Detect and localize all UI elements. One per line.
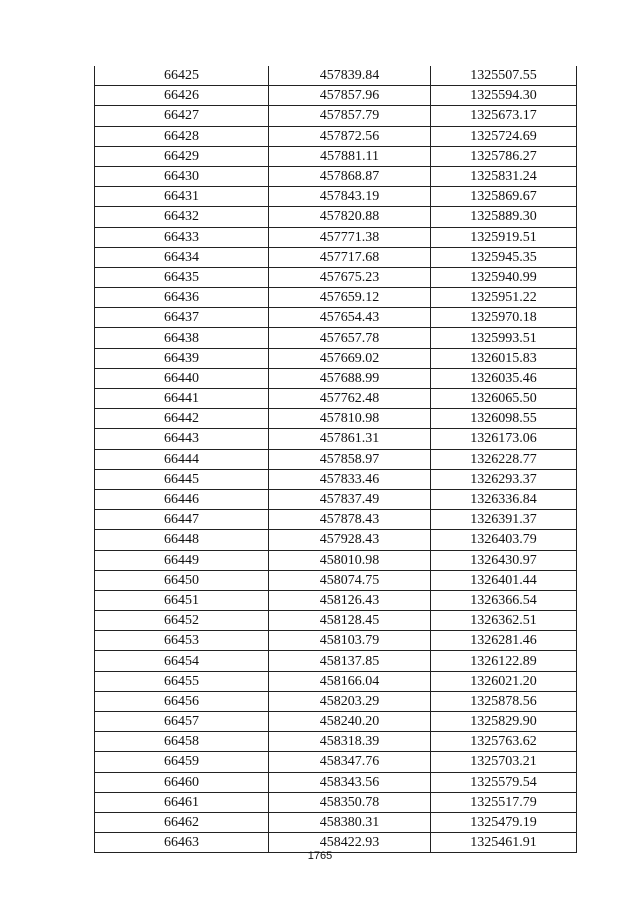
table-row — [95, 409, 577, 429]
y-coordinate-cell: 1326366.54 — [431, 590, 577, 610]
y-coordinate-cell: 1326362.51 — [431, 611, 577, 631]
y-coordinate-cell: 1325479.19 — [431, 812, 577, 832]
table-row — [95, 651, 577, 671]
table-row — [95, 328, 577, 348]
point-id-cell: 66448 — [95, 530, 269, 550]
x-coordinate-cell: 458103.79 — [269, 631, 431, 651]
point-id-cell: 66444 — [95, 449, 269, 469]
x-coordinate-cell: 458240.20 — [269, 712, 431, 732]
y-coordinate-cell: 1326065.50 — [431, 389, 577, 409]
table-row — [95, 772, 577, 792]
x-coordinate-cell: 457878.43 — [269, 510, 431, 530]
x-coordinate-cell: 458074.75 — [269, 570, 431, 590]
x-coordinate-cell: 457675.23 — [269, 267, 431, 287]
table-row — [95, 368, 577, 388]
table-row — [95, 106, 577, 126]
x-coordinate-cell: 458350.78 — [269, 792, 431, 812]
x-coordinate-cell: 457839.84 — [269, 66, 431, 86]
x-coordinate-cell: 458166.04 — [269, 671, 431, 691]
table-body — [95, 66, 577, 853]
table-row — [95, 530, 577, 550]
point-id-cell: 66441 — [95, 389, 269, 409]
x-coordinate-cell: 458010.98 — [269, 550, 431, 570]
y-coordinate-cell: 1326228.77 — [431, 449, 577, 469]
y-coordinate-cell: 1325507.55 — [431, 66, 577, 86]
y-coordinate-cell: 1326430.97 — [431, 550, 577, 570]
table-row — [95, 510, 577, 530]
point-id-cell: 66456 — [95, 691, 269, 711]
x-coordinate-cell: 457659.12 — [269, 288, 431, 308]
table-row — [95, 187, 577, 207]
point-id-cell: 66450 — [95, 570, 269, 590]
y-coordinate-cell: 1325945.35 — [431, 247, 577, 267]
y-coordinate-cell: 1326281.46 — [431, 631, 577, 651]
y-coordinate-cell: 1325940.99 — [431, 267, 577, 287]
point-id-cell: 66449 — [95, 550, 269, 570]
point-id-cell: 66430 — [95, 166, 269, 186]
point-id-cell: 66437 — [95, 308, 269, 328]
y-coordinate-cell: 1325594.30 — [431, 86, 577, 106]
x-coordinate-cell: 457872.56 — [269, 126, 431, 146]
x-coordinate-cell: 458343.56 — [269, 772, 431, 792]
y-coordinate-cell: 1325919.51 — [431, 227, 577, 247]
coordinate-table — [94, 66, 577, 853]
point-id-cell: 66425 — [95, 66, 269, 86]
table-row — [95, 389, 577, 409]
x-coordinate-cell: 457861.31 — [269, 429, 431, 449]
table-row — [95, 631, 577, 651]
point-id-cell: 66452 — [95, 611, 269, 631]
y-coordinate-cell: 1325878.56 — [431, 691, 577, 711]
x-coordinate-cell: 457657.78 — [269, 328, 431, 348]
point-id-cell: 66427 — [95, 106, 269, 126]
y-coordinate-cell: 1325517.79 — [431, 792, 577, 812]
x-coordinate-cell: 458347.76 — [269, 752, 431, 772]
y-coordinate-cell: 1326015.83 — [431, 348, 577, 368]
x-coordinate-cell: 457717.68 — [269, 247, 431, 267]
x-coordinate-cell: 457843.19 — [269, 187, 431, 207]
x-coordinate-cell: 458137.85 — [269, 651, 431, 671]
table-row — [95, 812, 577, 832]
y-coordinate-cell: 1325829.90 — [431, 712, 577, 732]
x-coordinate-cell: 457833.46 — [269, 469, 431, 489]
x-coordinate-cell: 457771.38 — [269, 227, 431, 247]
x-coordinate-cell: 457858.97 — [269, 449, 431, 469]
point-id-cell: 66457 — [95, 712, 269, 732]
x-coordinate-cell: 457837.49 — [269, 489, 431, 509]
table-row — [95, 126, 577, 146]
point-id-cell: 66446 — [95, 489, 269, 509]
point-id-cell: 66454 — [95, 651, 269, 671]
table-row — [95, 146, 577, 166]
point-id-cell: 66426 — [95, 86, 269, 106]
page-number: 1765 — [307, 850, 333, 862]
point-id-cell: 66453 — [95, 631, 269, 651]
table-row — [95, 247, 577, 267]
y-coordinate-cell: 1325831.24 — [431, 166, 577, 186]
y-coordinate-cell: 1326293.37 — [431, 469, 577, 489]
point-id-cell: 66433 — [95, 227, 269, 247]
x-coordinate-cell: 458422.93 — [269, 833, 431, 853]
table-row — [95, 348, 577, 368]
table-row — [95, 671, 577, 691]
y-coordinate-cell: 1326403.79 — [431, 530, 577, 550]
y-coordinate-cell: 1325579.54 — [431, 772, 577, 792]
table-row — [95, 288, 577, 308]
point-id-cell: 66435 — [95, 267, 269, 287]
point-id-cell: 66445 — [95, 469, 269, 489]
point-id-cell: 66455 — [95, 671, 269, 691]
y-coordinate-cell: 1326391.37 — [431, 510, 577, 530]
table-row — [95, 550, 577, 570]
table-row — [95, 449, 577, 469]
point-id-cell: 66440 — [95, 368, 269, 388]
table-row — [95, 308, 577, 328]
x-coordinate-cell: 457688.99 — [269, 368, 431, 388]
point-id-cell: 66462 — [95, 812, 269, 832]
y-coordinate-cell: 1326122.89 — [431, 651, 577, 671]
table-row — [95, 207, 577, 227]
point-id-cell: 66459 — [95, 752, 269, 772]
y-coordinate-cell: 1326401.44 — [431, 570, 577, 590]
y-coordinate-cell: 1326173.06 — [431, 429, 577, 449]
x-coordinate-cell: 458203.29 — [269, 691, 431, 711]
y-coordinate-cell: 1325970.18 — [431, 308, 577, 328]
table-row — [95, 227, 577, 247]
y-coordinate-cell: 1326098.55 — [431, 409, 577, 429]
point-id-cell: 66458 — [95, 732, 269, 752]
point-id-cell: 66436 — [95, 288, 269, 308]
table-row — [95, 267, 577, 287]
table-row — [95, 66, 577, 86]
y-coordinate-cell: 1325951.22 — [431, 288, 577, 308]
table-row — [95, 590, 577, 610]
table-row — [95, 732, 577, 752]
table-row — [95, 691, 577, 711]
point-id-cell: 66434 — [95, 247, 269, 267]
point-id-cell: 66429 — [95, 146, 269, 166]
y-coordinate-cell: 1325889.30 — [431, 207, 577, 227]
y-coordinate-cell: 1325763.62 — [431, 732, 577, 752]
y-coordinate-cell: 1325993.51 — [431, 328, 577, 348]
y-coordinate-cell: 1325786.27 — [431, 146, 577, 166]
y-coordinate-cell: 1325724.69 — [431, 126, 577, 146]
table-row — [95, 752, 577, 772]
x-coordinate-cell: 457928.43 — [269, 530, 431, 550]
y-coordinate-cell: 1326021.20 — [431, 671, 577, 691]
point-id-cell: 66431 — [95, 187, 269, 207]
table-row — [95, 86, 577, 106]
x-coordinate-cell: 458126.43 — [269, 590, 431, 610]
x-coordinate-cell: 457669.02 — [269, 348, 431, 368]
table-row — [95, 712, 577, 732]
table-row — [95, 429, 577, 449]
y-coordinate-cell: 1325703.21 — [431, 752, 577, 772]
table-row — [95, 469, 577, 489]
point-id-cell: 66451 — [95, 590, 269, 610]
point-id-cell: 66460 — [95, 772, 269, 792]
x-coordinate-cell: 457762.48 — [269, 389, 431, 409]
point-id-cell: 66438 — [95, 328, 269, 348]
x-coordinate-cell: 457810.98 — [269, 409, 431, 429]
point-id-cell: 66428 — [95, 126, 269, 146]
point-id-cell: 66443 — [95, 429, 269, 449]
x-coordinate-cell: 458128.45 — [269, 611, 431, 631]
y-coordinate-cell: 1325673.17 — [431, 106, 577, 126]
x-coordinate-cell: 458380.31 — [269, 812, 431, 832]
table-row — [95, 611, 577, 631]
x-coordinate-cell: 458318.39 — [269, 732, 431, 752]
point-id-cell: 66447 — [95, 510, 269, 530]
table-row — [95, 570, 577, 590]
point-id-cell: 66432 — [95, 207, 269, 227]
y-coordinate-cell: 1325869.67 — [431, 187, 577, 207]
table-row — [95, 792, 577, 812]
point-id-cell: 66439 — [95, 348, 269, 368]
y-coordinate-cell: 1325461.91 — [431, 833, 577, 853]
point-id-cell: 66461 — [95, 792, 269, 812]
x-coordinate-cell: 457857.79 — [269, 106, 431, 126]
y-coordinate-cell: 1326035.46 — [431, 368, 577, 388]
y-coordinate-cell: 1326336.84 — [431, 489, 577, 509]
table-row — [95, 489, 577, 509]
x-coordinate-cell: 457820.88 — [269, 207, 431, 227]
x-coordinate-cell: 457654.43 — [269, 308, 431, 328]
table-row — [95, 166, 577, 186]
x-coordinate-cell: 457857.96 — [269, 86, 431, 106]
point-id-cell: 66442 — [95, 409, 269, 429]
point-id-cell: 66463 — [95, 833, 269, 853]
x-coordinate-cell: 457868.87 — [269, 166, 431, 186]
x-coordinate-cell: 457881.11 — [269, 146, 431, 166]
